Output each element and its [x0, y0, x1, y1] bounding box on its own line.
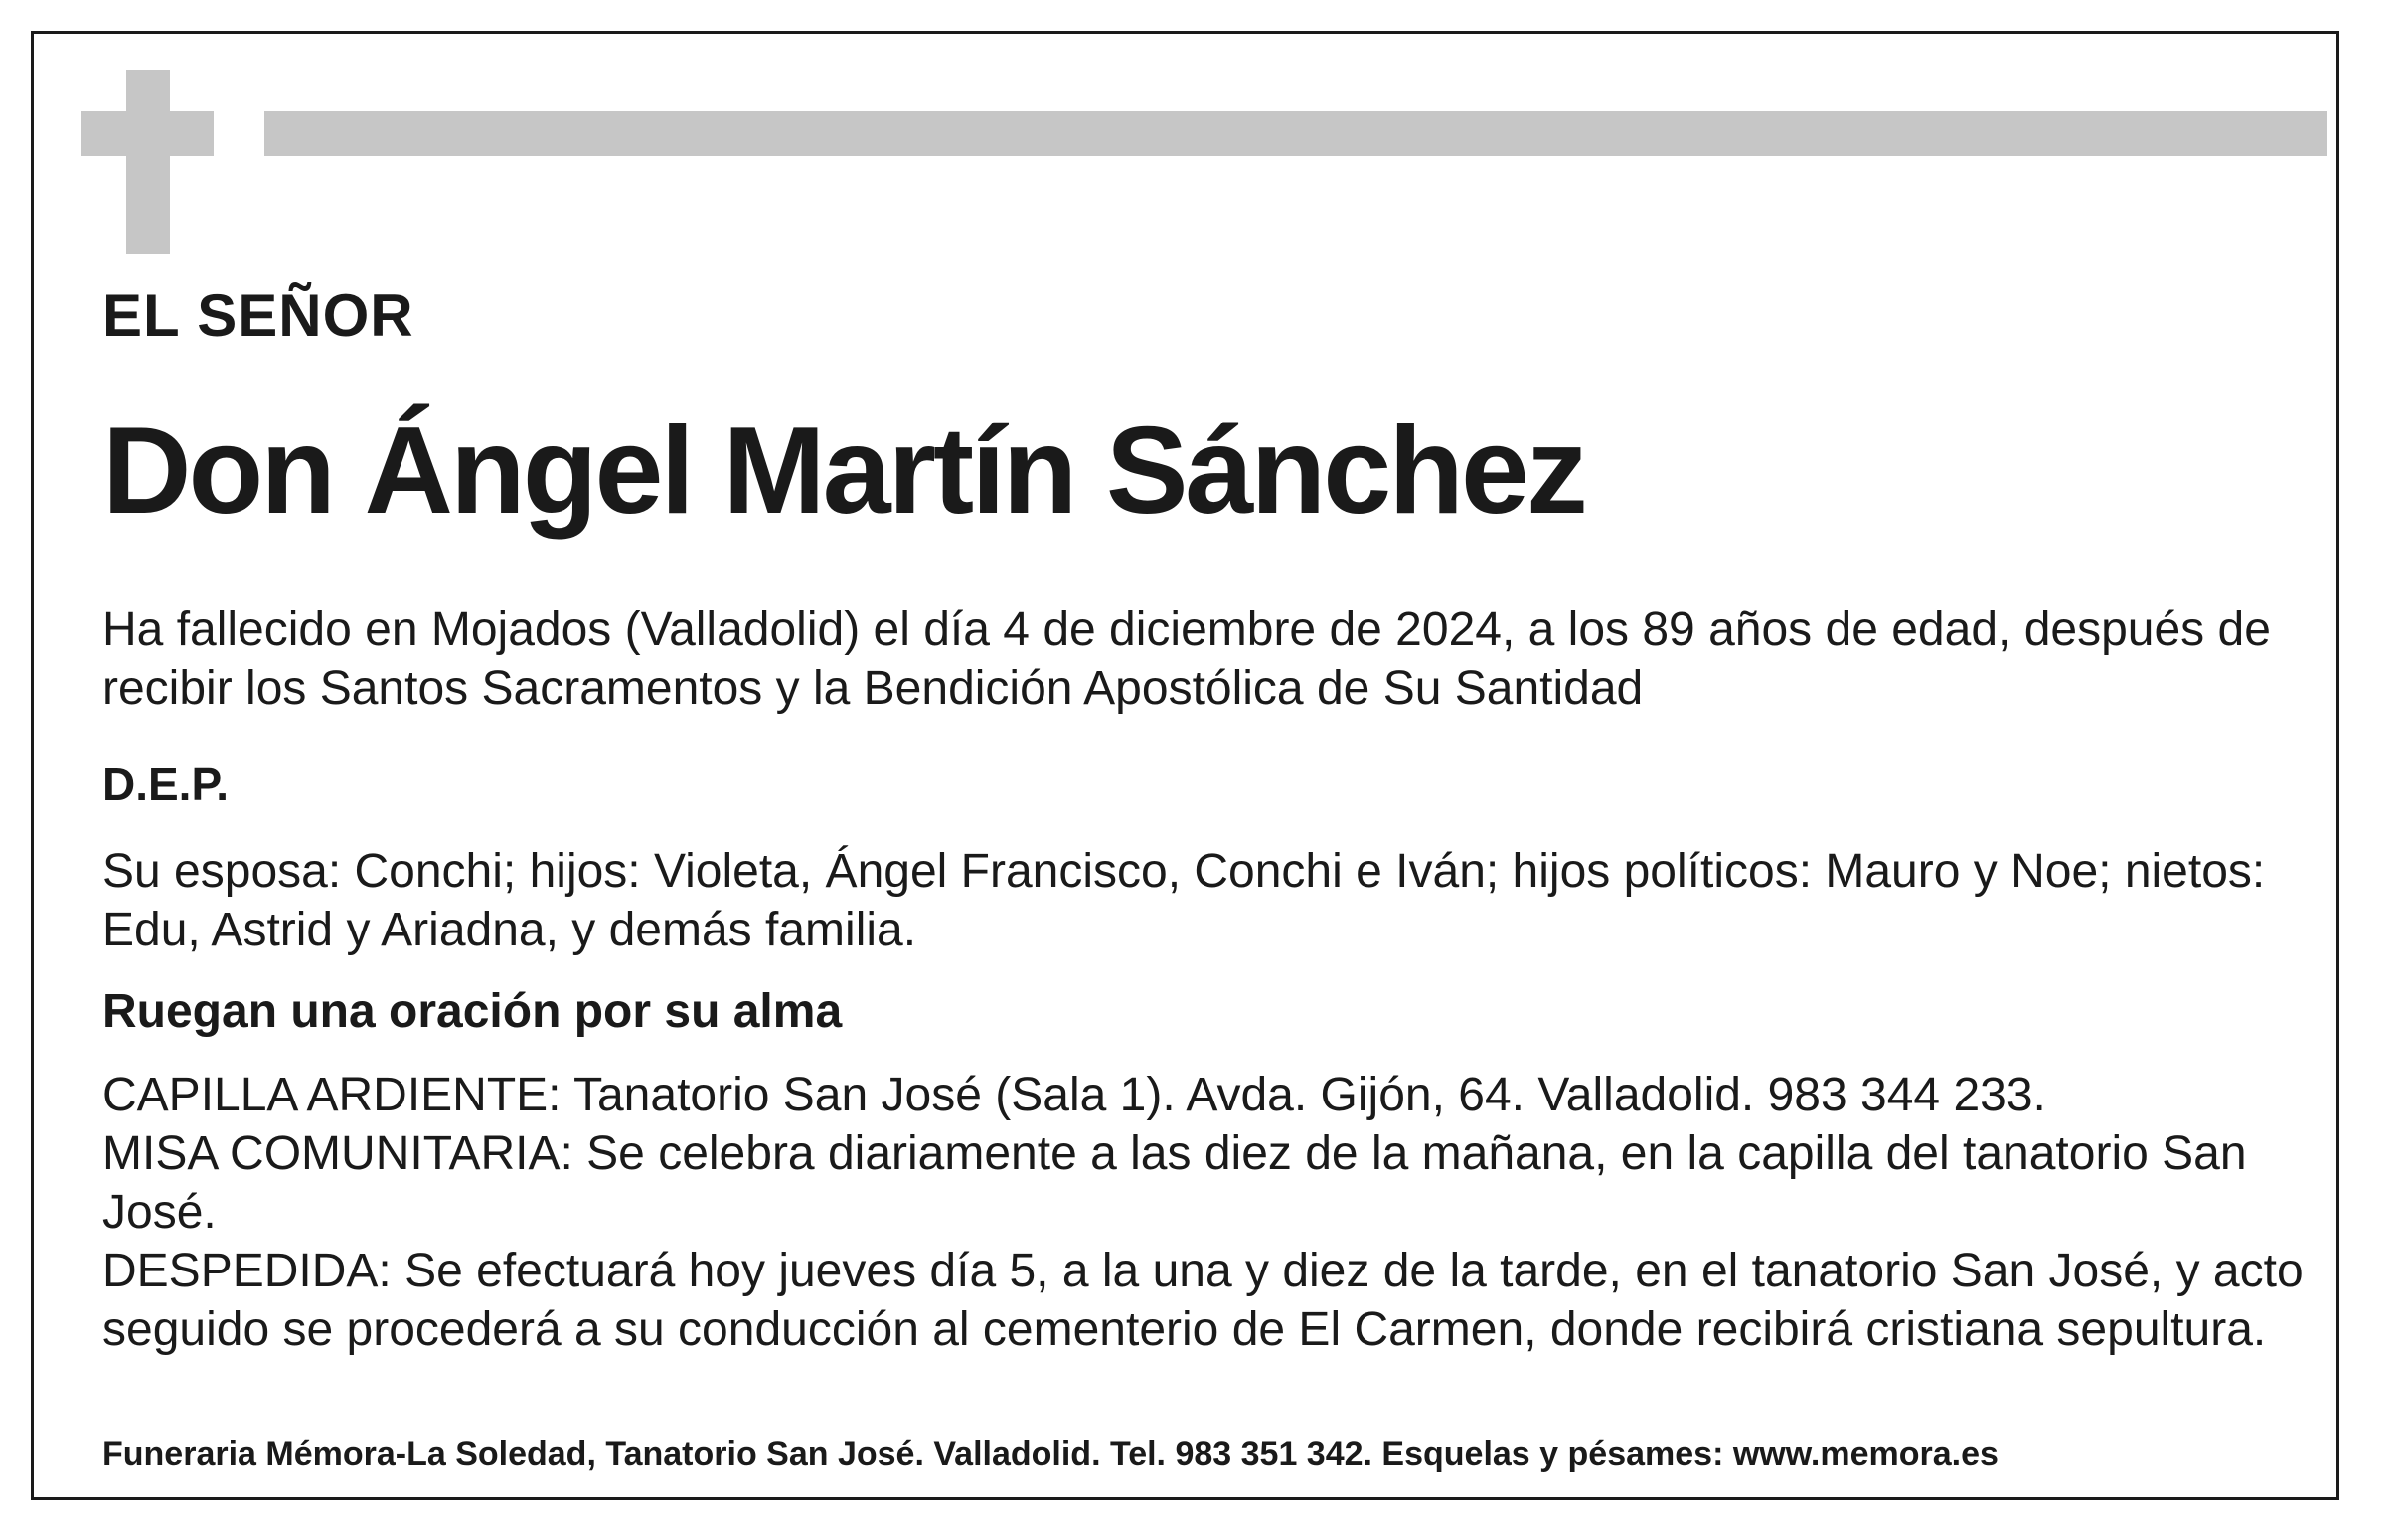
deceased-name: Don Ángel Martín Sánchez	[102, 403, 1585, 540]
rest-in-peace: D.E.P.	[102, 759, 229, 810]
cross-vertical-bar	[126, 70, 170, 254]
chapel-info: CAPILLA ARDIENTE: Tanatorio San José (Sala 1). Avda. Gijón, 64. Valladolid. 983 344 233.	[102, 1069, 2046, 1121]
header-rule	[264, 111, 2327, 156]
mass-info: MISA COMUNITARIA: Se celebra diariamente a las diez de la mañana, en la capilla del tanatorio San José.	[102, 1127, 2247, 1239]
death-announcement: Ha fallecido en Mojados (Valladolid) el día 4 de diciembre de 2024, a los 89 años de edad, después de recibir los Santos Sacramentos y la Bendición Apostólica de Su Santidad	[102, 603, 2271, 715]
honorific: EL SEÑOR	[102, 282, 414, 349]
service-details	[102, 1066, 2319, 1359]
cross-horizontal-bar	[81, 111, 214, 156]
funeral-home-footer: Funeraria Mémora-La Soledad, Tanatorio San José. Valladolid. Tel. 983 351 342. Esquelas y pésames: www.memora.es	[102, 1436, 1999, 1473]
family-list: Su esposa: Conchi; hijos: Violeta, Ángel Francisco, Conchi e Iván; hijos políticos: Mauro y Noe; nietos: Edu, Astrid y Ariadna, y demás familia.	[102, 845, 2266, 956]
prayer-request: Ruegan una oración por su alma	[102, 985, 843, 1038]
farewell-info: DESPEDIDA: Se efectuará hoy jueves día 5, a la una y diez de la tarde, en el tanatorio San José, y acto seguido se procederá a su conducción al cementerio de El Carmen, donde recibirá cristiana sepultura.	[102, 1245, 2304, 1356]
